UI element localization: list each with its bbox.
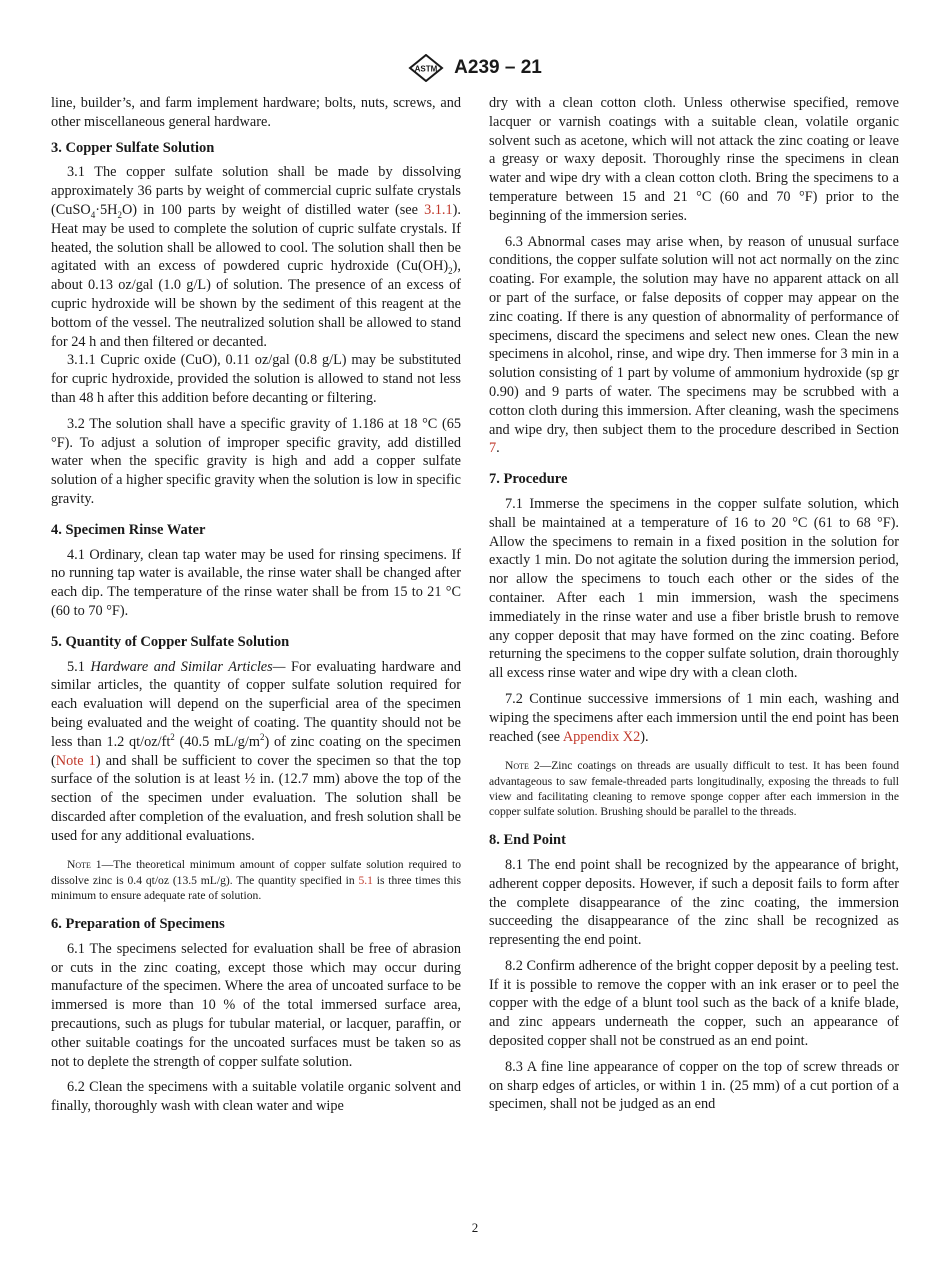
paragraph-8-3: 8.3 A fine line appearance of copper on the top of screw threads or on sharp edges of articles, or within 1 in. (25 mm) of a cut portion of a specimen, shall not be judged as an end: [489, 1058, 899, 1113]
section-7-heading: 7. Procedure: [489, 471, 568, 488]
note-1-link[interactable]: Note 1: [55, 752, 96, 769]
paragraph-3-1: 3.1 The copper sulfate solution shall be made by dissolving approximately 36 parts by weight of commercial cupric sulfate crystals $(CuSO_4\cdot 5H_2O)$ in 100 parts by weight of distilled water (see 3.1.1). Heat may be used to complete the solution of cupric sulfate crystals. If heated, the solution shall be allowed to cool. The solution shall then be agitated with an excess of powdered cupric hydroxide $(Cu(OH)_2)$, about 0.13 oz/gal (1.0 g/L) of solution. The presence of an excess of cupric hydroxide will be shown by the sediment of this reagent at the bottom of the vessel. The neutralized solution shall be allowed to stand for 24 h and then filtered or decanted.: [51, 164, 461, 350]
left-column: [51, 94, 461, 1123]
ref-3-1-1-link[interactable]: 3.1.1: [424, 201, 453, 218]
paragraph-6-2-continued: dry with a clean cotton cloth. Unless otherwise specified, remove lacquer or varnish coatings with a suitable clean, volatile organic solvent such as acetone, which will not attack the zinc coating or leave a greasy or waxy deposit. Thoroughly rinse the specimens in clean water and wipe dry with a clean cotton cloth. Bring the specimens to a temperature between 15 and 21 °C (60 and 70 °F) prior to the beginning of the immersion series.: [489, 95, 899, 224]
paragraph-7-1: 7.1 Immerse the specimens in the copper sulfate solution, which shall be maintained at a temperature of 16 to 20 °C (61 to 68 °F). Allow the specimens to remain in a fixed position in the solution for exactly 1 min. Do not agitate the solution during the immersion period, nor allow the specimens to touch each other or the sides of the container. After each 1 min immersion, wash the specimens immediately in the rinse water and use a fiber bristle brush to remove any copper deposit that may have formed on the zinc coating. Before returning the specimens to the copper sulfate solution, drain thoroughly all excess rinse water and wipe dry with a clean cloth.: [489, 495, 899, 682]
section-3-heading: 3. Copper Sulfate Solution: [51, 139, 215, 156]
paragraph-3-1-1: 3.1.1 Cupric oxide (CuO), 0.11 oz/gal (0.8 g/L) may be substituted for cupric hydroxide, provided the solution is allowed to stand not less than 48 h after this addition before decanting or filtering.: [51, 352, 461, 406]
document-id: A239 – 21: [454, 57, 542, 78]
intro-paragraph: line, builder’s, and farm implement hardware; bolts, nuts, screws, and other miscellaneous general hardware.: [51, 95, 461, 130]
note-2: Note 2—Zinc coatings on threads are usually difficult to test. It has been found advantageous to saw female-threaded parts longitudinally, exposing the threads to full view and facilitating cleaning to remove sponge copper after each immersion in the copper sulfate solution. Brushing should be parallel to the threads.: [489, 759, 899, 818]
astm-logo-icon: [408, 54, 444, 82]
paragraph-7-2: 7.2 Continue successive immersions of 1 min each, washing and wiping the specimens after each immersion until the end point has been reached (see Appendix X2).: [489, 690, 899, 745]
paragraph-3-2: 3.2 The solution shall have a specific gravity of 1.186 at 18 °C (65 °F). To adjust a solution of improper specific gravity, add distilled water when the specific gravity is high and add a copper sulfate solution of a higher specific gravity when the solution is low in specific gravity.: [51, 415, 461, 507]
page-header: [0, 54, 950, 84]
paragraph-6-3: 6.3 Abnormal cases may arise when, by reason of unusual surface conditions, the copper sulfate solution will not act normally on the zinc coating. For example, the solution may have no apparent attack on all or part of the surface, or false deposits of copper may appear on the zinc coating. If there is any question of abnormality of performance of specimens, discard the specimens and select new ones. Clean the new specimens in alcohol, rinse, and wipe dry. Then immerse for 3 min in a solution consisting of 1 part by volume of ammonium hydroxide (sp gr 0.90) and 9 parts of water. The specimens may be scrubbed with a cotton cloth during this immersion. After cleaning, wash the specimens and wipe dry, then subject them to the procedure described in Section 7.: [489, 233, 899, 457]
section-6-heading: 6. Preparation of Specimens: [51, 916, 225, 933]
page-number: 2: [471, 1220, 479, 1235]
section-5-heading: 5. Quantity of Copper Sulfate Solution: [51, 633, 290, 650]
svg-text:ASTM: ASTM: [414, 64, 438, 74]
ref-5-1-link[interactable]: 5.1: [358, 873, 373, 887]
appendix-x2-link[interactable]: Appendix X2: [562, 728, 641, 745]
paragraph-6-1: 6.1 The specimens selected for evaluation shall be free of abrasion or cuts in the zinc coating, except those which may occur during manufacture of the specimen. Where the area of uncoated surface to be immersed is more than 10 % of the total immersed surface area, precautions, such as plugs for tubular material, or lacquer, paraffin, or other suitable coatings for the uncoated surfaces must be taken so as not to deplete the strength of copper sulfate solution.: [51, 940, 461, 1070]
paragraph-8-1: 8.1 The end point shall be recognized by the appearance of bright, adherent copper deposits. However, if such a deposit fails to form after the complete disappearance of the zinc coating, the immersion succeeding the disappearance of the zinc shall be recognized as representing the end point.: [489, 856, 899, 949]
section-4-heading: 4. Specimen Rinse Water: [51, 521, 206, 538]
paragraph-8-2: 8.2 Confirm adherence of the bright copper deposit by a peeling test. If it is possible to remove the copper with an ink eraser or to peel the copper with the edge of a blunt tool such as the back of a knife blade, and zinc appears underneath the copper, such an appearance of deposited copper shall not be construed as an end point.: [489, 957, 899, 1050]
right-column: [489, 94, 899, 1121]
paragraph-6-2: 6.2 Clean the specimens with a suitable volatile organic solvent and finally, thoroughly wash with clean water and wipe: [51, 1079, 461, 1115]
paragraph-5-1: 5.1 Hardware and Similar Articles— For evaluating hardware and similar articles, the quantity of copper sulfate solution required for each evaluation will depend on the superficial area of the specimen being evaluated and the weight of coating. The quantity should not be less than 1.2 $qt/oz/ft^2$ (40.5 $mL/g/m^2$) of zinc coating on the specimen (Note 1) and shall be sufficient to cover the specimen so that the top surface of the solution is at least ½ in. (12.7 mm) above the top of the section of the specimen under evaluation. The solution shall be discarded after completion of the evaluation, and fresh solution shall be used for any additional evaluations.: [51, 658, 462, 844]
section-7-link[interactable]: 7: [489, 440, 497, 457]
note-1: Note 1—The theoretical minimum amount of copper sulfate solution required to dissolve zinc is 0.4 qt/oz (13.5 mL/g). The quantity specified in 5.1 is three times this minimum to ensure adequate rate of solution.: [51, 858, 461, 902]
section-8-heading: 8. End Point: [489, 832, 566, 849]
paragraph-4-1: 4.1 Ordinary, clean tap water may be used for rinsing specimens. If no running tap water is available, the rinse water shall be changed after each dip. The temperature of the rinse water shall be from 15 to 21 °C (60 to 70 °F).: [51, 546, 461, 619]
